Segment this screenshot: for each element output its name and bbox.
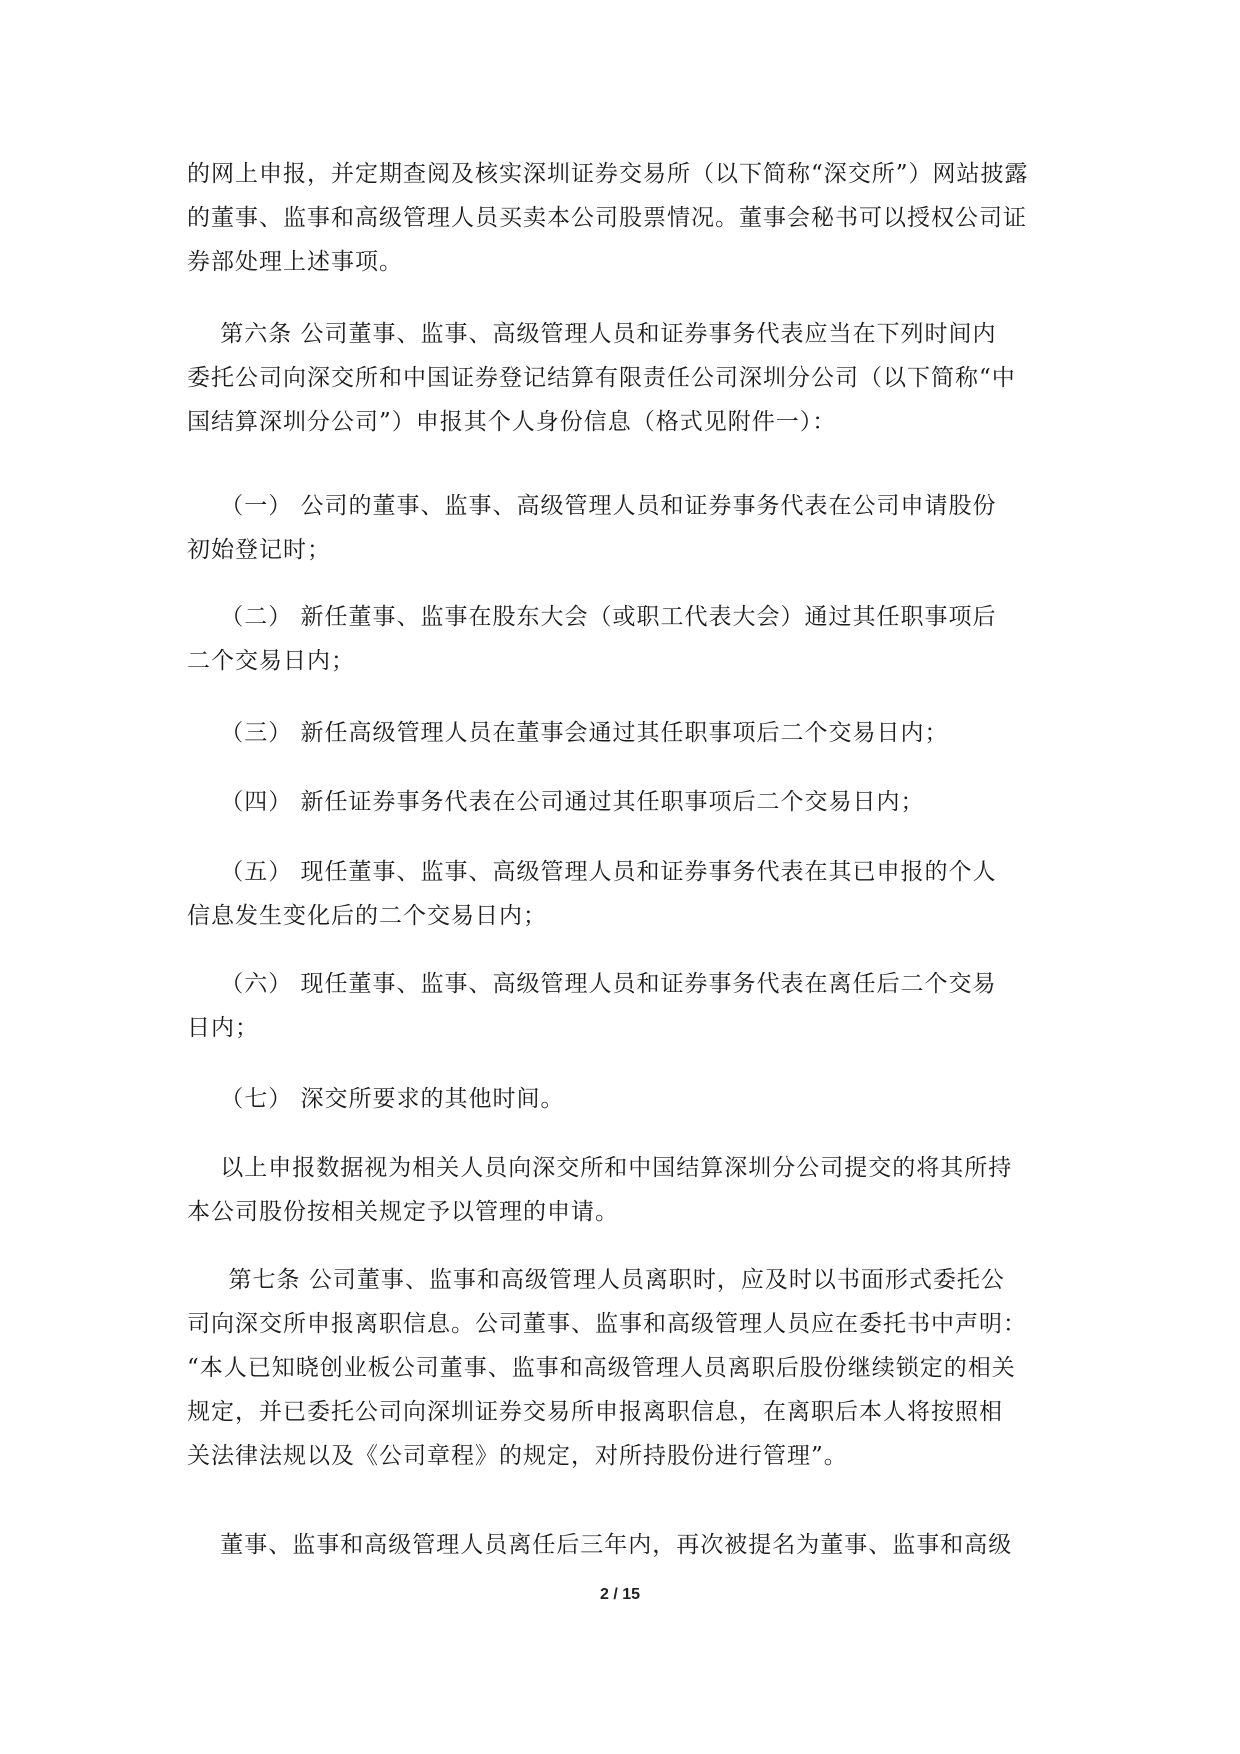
- text-line: （五） 现任董事、监事、高级管理人员和证券事务代表在其已申报的个人: [187, 859, 997, 885]
- text-line: 的董事、监事和高级管理人员买卖本公司股票情况。董事会秘书可以授权公司证: [187, 205, 1027, 231]
- paragraph-article-6: [187, 312, 1047, 444]
- text-line: 日内；: [187, 1015, 259, 1041]
- text-line: 第七条 公司董事、监事和高级管理人员离职时，应及时以书面形式委托公: [187, 1267, 1005, 1293]
- list-item-6: [187, 962, 1047, 1050]
- text-line: 规定，并已委托公司向深圳证券交易所申报离职信息，在离职后本人将按照相: [187, 1399, 1003, 1425]
- text-line: 第六条 公司董事、监事、高级管理人员和证券事务代表应当在下列时间内: [187, 321, 997, 347]
- text-line: 二个交易日内；: [187, 648, 355, 674]
- text-line: 委托公司向深交所和中国证券登记结算有限责任公司深圳分公司（以下简称“中: [187, 365, 1016, 391]
- paragraph-article-7: [187, 1258, 1047, 1478]
- list-item-7: [187, 1077, 1047, 1121]
- list-item-4: [187, 780, 1047, 824]
- text-line: 司向深交所申报离职信息。公司董事、监事和高级管理人员应在委托书中声明：: [187, 1311, 1027, 1337]
- text-line: （一） 公司的董事、监事、高级管理人员和证券事务代表在公司申请股份: [187, 493, 997, 519]
- text-line: （二） 新任董事、监事在股东大会（或职工代表大会）通过其任职事项后: [187, 604, 997, 630]
- text-line: 董事、监事和高级管理人员离任后三年内，再次被提名为董事、监事和高级: [187, 1532, 1013, 1558]
- text-line: 券部处理上述事项。: [187, 249, 403, 275]
- text-line: 本公司股份按相关规定予以管理的申请。: [187, 1199, 619, 1225]
- text-line: （四） 新任证券事务代表在公司通过其任职事项后二个交易日内；: [187, 789, 925, 815]
- text-line: “本人已知晓创业板公司董事、监事和高级管理人员离职后股份继续锁定的相关: [187, 1355, 1016, 1381]
- text-line: （三） 新任高级管理人员在董事会通过其任职事项后二个交易日内；: [187, 720, 949, 746]
- list-item-2: [187, 595, 1047, 683]
- paragraph-continuation: [187, 152, 1047, 284]
- list-item-1: [187, 484, 1047, 572]
- text-line: （六） 现任董事、监事、高级管理人员和证券事务代表在离任后二个交易: [187, 971, 997, 997]
- text-line: 国结算深圳分公司”）申报其个人身份信息（格式见附件一）：: [187, 409, 837, 435]
- paragraph-renomination: [187, 1523, 1047, 1567]
- text-line: 的网上申报，并定期查阅及核实深圳证券交易所（以下简称“深交所”）网站披露: [187, 161, 1029, 187]
- list-item-3: [187, 711, 1047, 755]
- paragraph-declaration-note: [187, 1146, 1047, 1234]
- text-line: 初始登记时；: [187, 537, 331, 563]
- text-line: （七） 深交所要求的其他时间。: [187, 1086, 565, 1112]
- page-number: 2 / 15: [599, 1586, 641, 1603]
- text-line: 以上申报数据视为相关人员向深交所和中国结算深圳分公司提交的将其所持: [187, 1155, 1013, 1181]
- list-item-5: [187, 850, 1047, 938]
- text-line: 关法律法规以及《公司章程》的规定，对所持股份进行管理”。: [187, 1443, 848, 1469]
- text-line: 信息发生变化后的二个交易日内；: [187, 903, 547, 929]
